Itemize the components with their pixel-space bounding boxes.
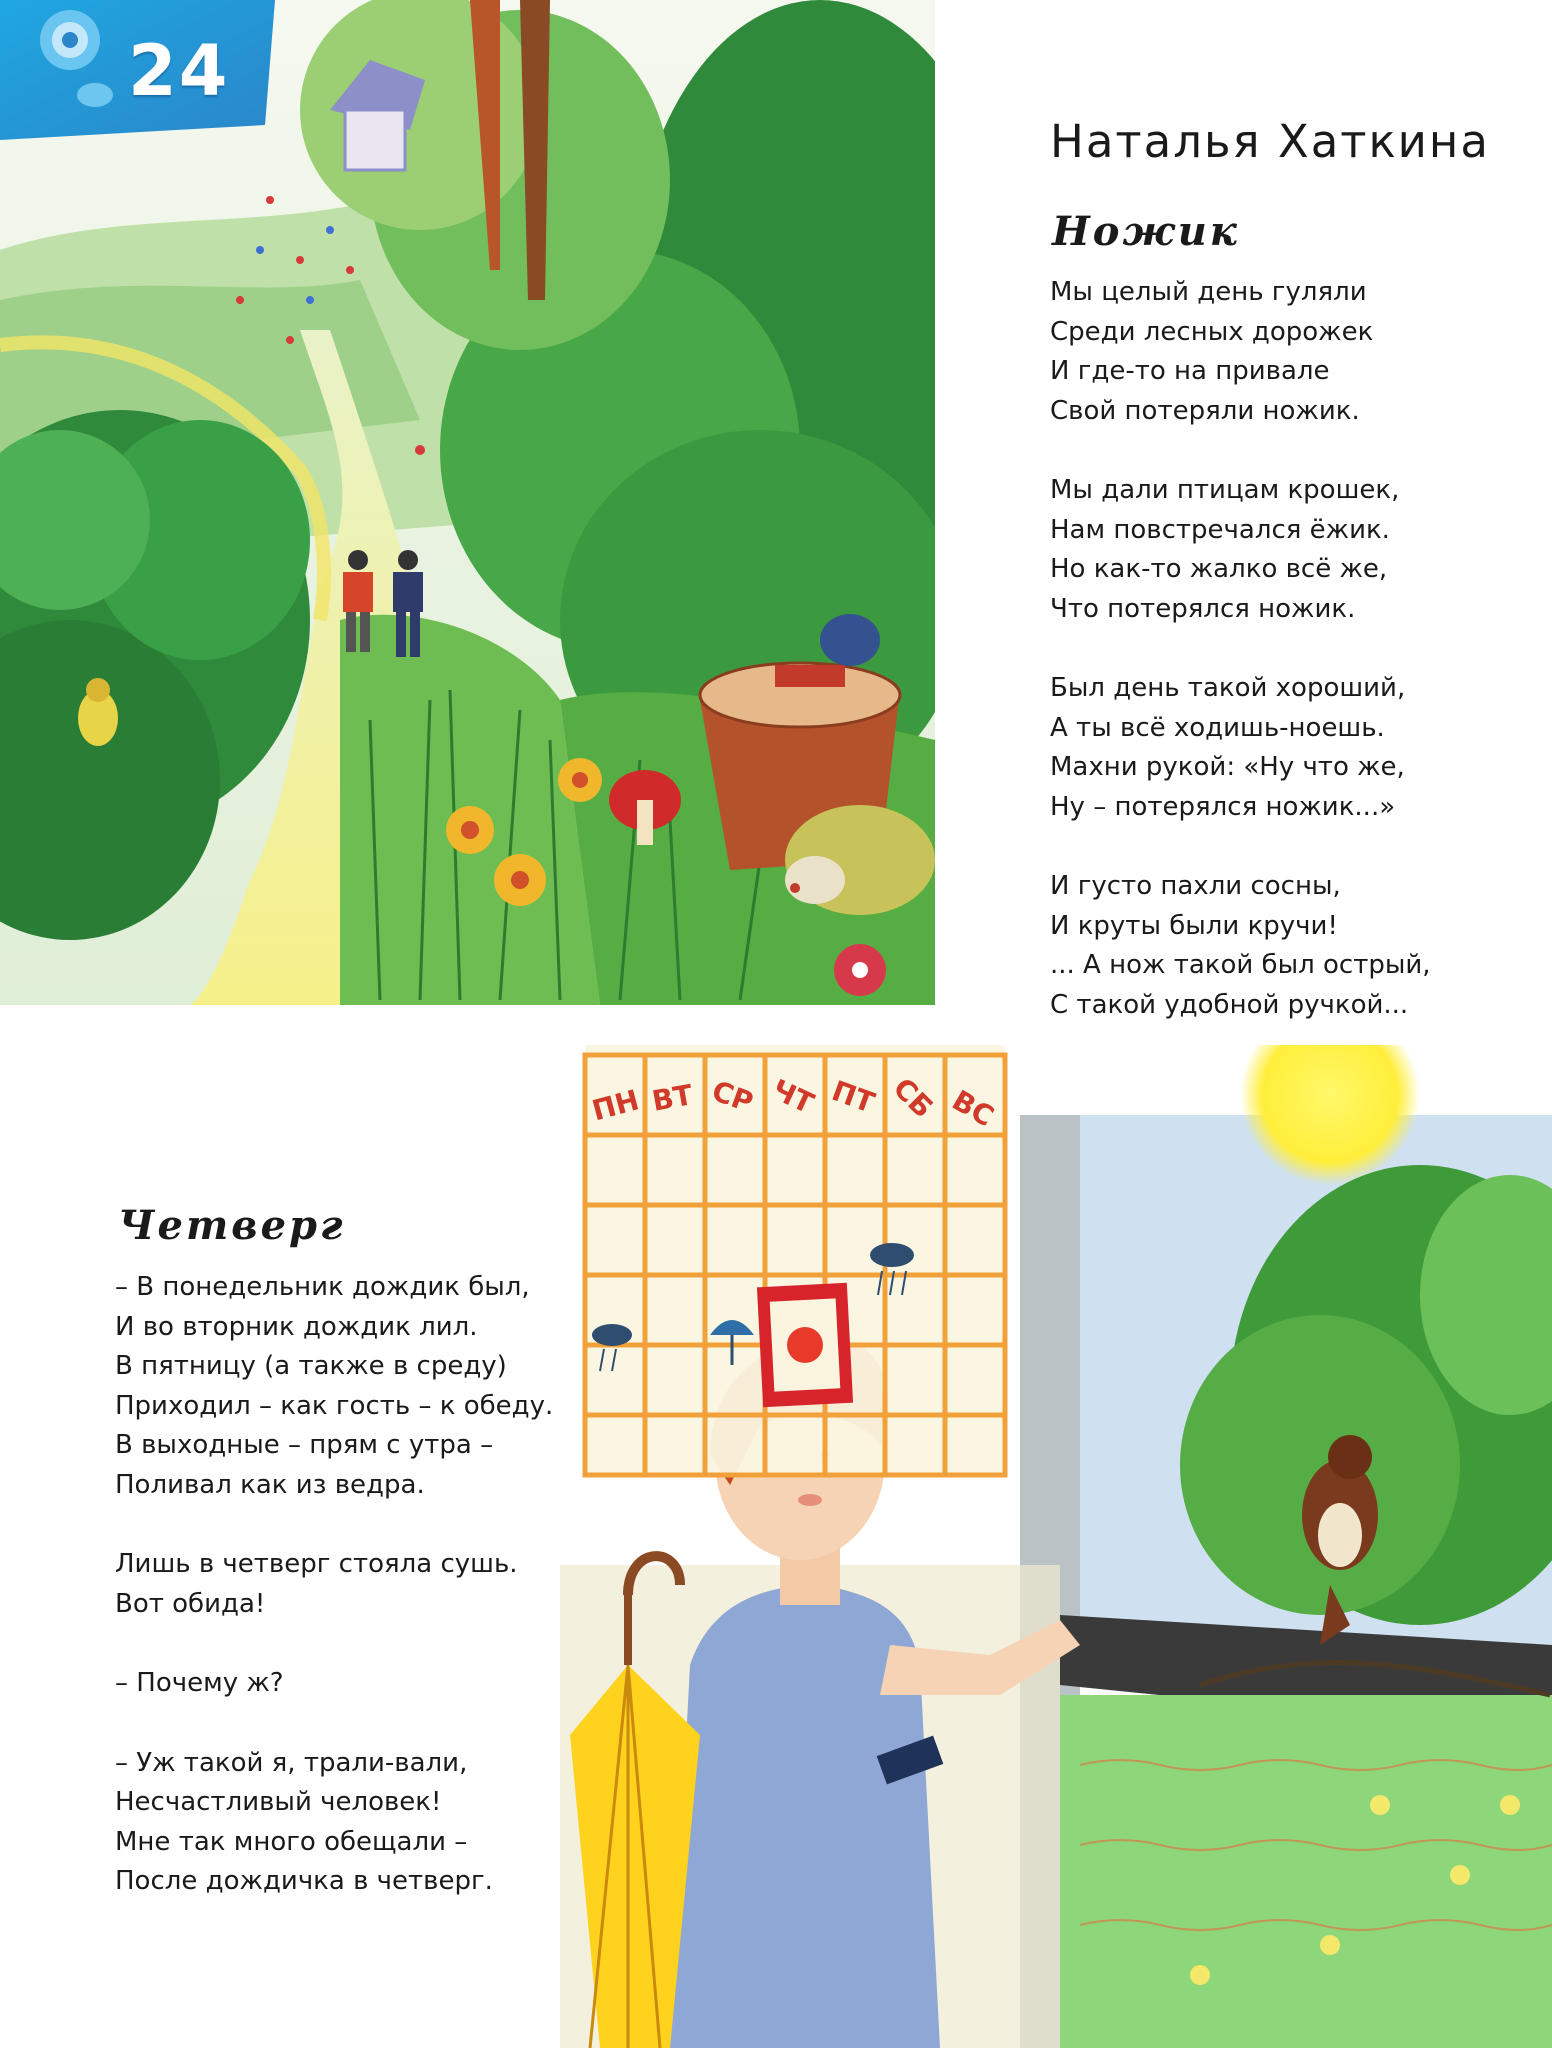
calendar-day-tue: ВТ — [649, 1078, 696, 1118]
calendar-day-sat: СБ — [886, 1071, 940, 1125]
stanza — [1050, 471, 1520, 629]
stanza — [115, 1664, 585, 1704]
stanza — [115, 1545, 585, 1624]
poem-line: Был день такой хороший, — [1050, 673, 1406, 703]
stanza — [1050, 867, 1520, 1025]
poem-nozhik-text — [1050, 273, 1520, 1065]
poem-line: Лишь в четверг стояла сушь. — [115, 1549, 518, 1579]
poem-line: Но как-то жалко всё же, — [1050, 554, 1388, 584]
page-number-badge — [0, 0, 275, 148]
poem-line: Несчастливый человек! — [115, 1787, 442, 1817]
poem-line: С такой удобной ручкой... — [1050, 989, 1409, 1020]
calendar-day-thu: ЧТ — [766, 1072, 819, 1121]
calendar — [585, 1045, 1005, 1475]
poem-line: Свой потеряли ножик. — [1050, 395, 1360, 426]
poem-line: И густо пахли сосны, — [1050, 871, 1341, 901]
poem-line: И во вторник дождик лил. — [115, 1311, 478, 1342]
poem-line: Мы дали птицам крошек, — [1050, 475, 1400, 505]
poem-line: Махни рукой: «Ну что же, — [1050, 752, 1405, 782]
window-scene-illustration — [560, 1045, 1552, 2048]
poem-line: И круты были кручи! — [1050, 910, 1338, 941]
poem-line: Мы целый день гуляли — [1050, 277, 1367, 307]
calendar-day-mon: ПН — [588, 1083, 643, 1128]
poem-line: В выходные – прям с утра – — [115, 1430, 494, 1460]
poem-line: – В понедельник дождик был, — [115, 1272, 530, 1302]
poem-line: Приходил – как гость – к обеду. — [115, 1390, 554, 1421]
poem-line: Ну – потерялся ножик...» — [1050, 791, 1396, 822]
poem-line: И где-то на привале — [1050, 356, 1330, 386]
stanza — [1050, 273, 1520, 431]
poem-line: Мне так много обещали – — [115, 1826, 468, 1857]
poem-line: А ты всё ходишь-ноешь. — [1050, 712, 1385, 743]
calendar-day-wed: СР — [707, 1074, 758, 1120]
poem-line: Что потерялся ножик. — [1050, 593, 1356, 624]
stanza — [1050, 669, 1520, 827]
poem-title-nozhik: Ножик — [1052, 208, 1240, 255]
poem-line: – Почему ж? — [115, 1668, 284, 1698]
poem-line: В пятницу (а также в среду) — [115, 1351, 507, 1381]
poem-line: Вот обида! — [115, 1588, 266, 1619]
calendar-day-fri: ПТ — [827, 1074, 879, 1120]
page-number: 24 — [128, 30, 230, 112]
poem-line: Поливал как из ведра. — [115, 1469, 425, 1500]
poem-chetverg-text — [115, 1268, 585, 1942]
poem-line: Среди лесных дорожек — [1050, 316, 1374, 347]
stanza — [115, 1744, 585, 1902]
forest-illustration — [0, 0, 935, 1005]
poem-title-chetverg: Четверг — [118, 1202, 346, 1249]
sun-card-icon — [757, 1283, 853, 1408]
poem-line: – Уж такой я, трали-вали, — [115, 1747, 468, 1778]
author-name: Наталья Хаткина — [1050, 115, 1490, 168]
stanza — [115, 1268, 585, 1505]
poem-line: Нам повстречался ёжик. — [1050, 514, 1390, 545]
calendar-day-sun: ВС — [946, 1083, 1000, 1134]
poem-line: После дождичка в четверг. — [115, 1866, 493, 1896]
poem-line: ... А нож такой был острый, — [1050, 950, 1431, 980]
